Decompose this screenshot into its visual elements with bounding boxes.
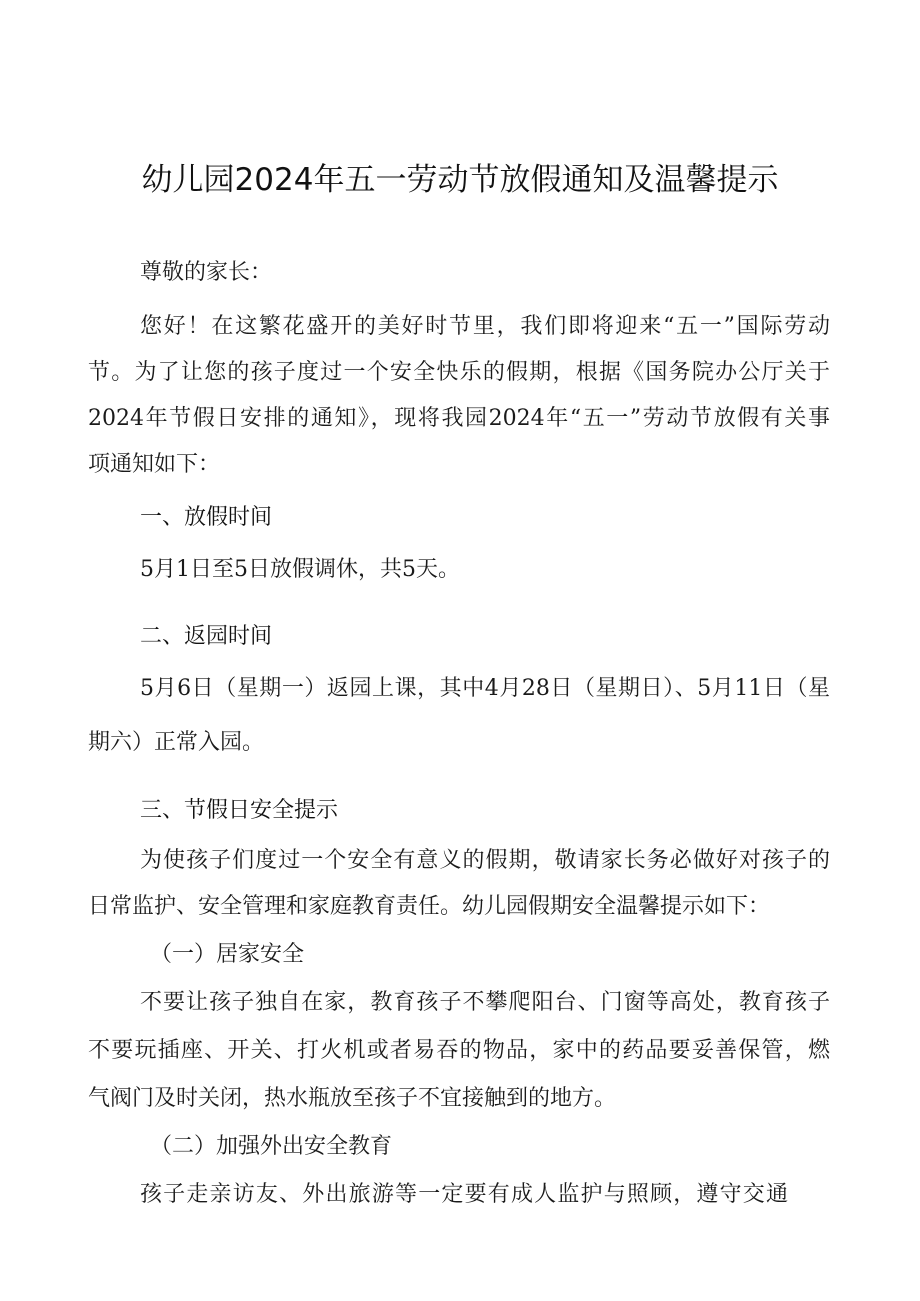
subsection-heading-home-safety: （一）居家安全 — [150, 942, 305, 967]
document-title: 幼儿园2024年五一劳动节放假通知及温馨提示 — [141, 162, 779, 198]
subsection-text: 气阀门及时关闭，热水瓶放至孩子不宜接触到的地方。 — [88, 1086, 617, 1111]
subsection-text: 不要让孩子独自在家，教育孩子不攀爬阳台、门窗等高处，教育孩子 — [140, 990, 830, 1015]
subsection-text: 不要玩插座、开关、打火机或者易吞的物品，家中的药品要妥善保管，燃 — [88, 1038, 830, 1063]
section-text: 为使孩子们度过一个安全有意义的假期，敬请家长务必做好对孩子的 — [140, 848, 830, 873]
intro-line: 2024年节假日安排的通知》，现将我园2024年“五一”劳动节放假有关事 — [88, 406, 830, 431]
section-heading-return-time: 二、返园时间 — [140, 624, 273, 649]
section-text: 期六）正常入园。 — [88, 730, 265, 755]
section-heading-holiday-time: 一、放假时间 — [140, 505, 273, 530]
subsection-text: 孩子走亲访友、外出旅游等一定要有成人监护与照顾，遵守交通 — [140, 1182, 788, 1207]
section-text: 5月1日至5日放假调休，共5天。 — [140, 557, 460, 582]
intro-line: 节。为了让您的孩子度过一个安全快乐的假期，根据《国务院办公厅关于 — [88, 360, 830, 385]
section-heading-safety-tips: 三、节假日安全提示 — [140, 798, 339, 823]
section-text: 日常监护、安全管理和家庭教育责任。幼儿园假期安全温馨提示如下： — [88, 894, 771, 919]
section-text: 5月6日（星期一）返园上课，其中4月28日（星期日）、5月11日（星 — [140, 676, 830, 701]
greeting: 尊敬的家长： — [140, 260, 273, 285]
intro-line: 您好！在这繁花盛开的美好时节里，我们即将迎来“五一”国际劳动 — [140, 314, 830, 339]
intro-line: 项通知如下： — [88, 452, 221, 477]
subsection-heading-outing-safety: （二）加强外出安全教育 — [150, 1134, 393, 1159]
